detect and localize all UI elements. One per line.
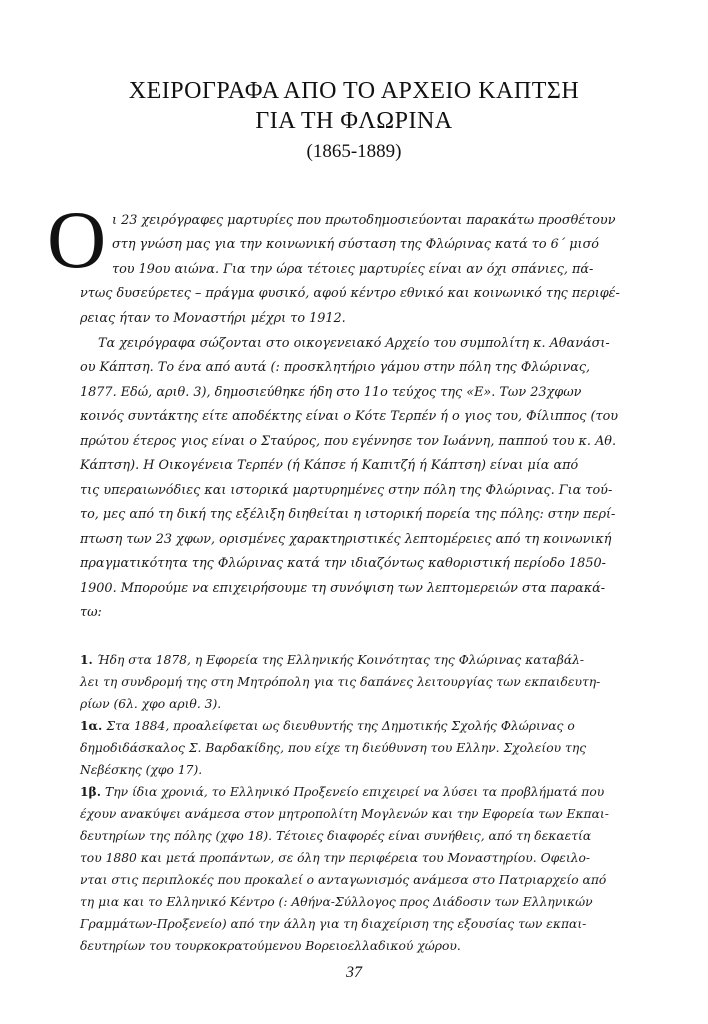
list-item-line: Γραμμάτων-Προξενείο) από την άλλη για τη διαχείριση της εξουσίας των εκπαι- <box>80 917 587 931</box>
list-item-line: τη μια και το Ελληνικό Κέντρο (: Αθήνα-Σύλλογος προς Διάδοσιν των Ελληνικών <box>80 895 593 909</box>
list-item-line: νται στις περιπλοκές που προκαλεί ο ανταγωνισμός ανάμεσα στο Πατριαρχείο από <box>80 873 607 887</box>
body-line: ου Κάπτση. Το ένα από αυτά (: προσκλητήριο γάμου στην πόλη της Φλώρινας, <box>80 360 591 375</box>
page-number: 37 <box>346 964 362 981</box>
list-item-line: 1. Ήδη στα 1878, η Εφορεία της Ελληνικής Κοινότητας της Φλώρινας καταβάλ- <box>80 652 585 667</box>
title-line-2: ΓΙΑ ΤΗ ΦΛΩΡΙΝΑ <box>255 108 453 134</box>
list-item-line: ρίων (6λ. χφο αριθ. 3). <box>80 697 222 711</box>
list-item-line: 1β. Την ίδια χρονιά, το Ελληνικό Προξενείο επιχειρεί να λύσει τα προβλήματά που <box>80 784 605 799</box>
body-line: Τα χειρόγραφα σώζονται στο οικογενειακό Αρχείο του συμπολίτη κ. Αθανάσι- <box>98 336 610 351</box>
body-line: πραγματικότητα της Φλώρινας κατά την ιδιαζόντως καθοριστική περίοδο 1850- <box>80 556 606 571</box>
body-line: το, μες από τη δική της εξέλιξη διηθείται η ιστορική πορεία της πόλης: στην περί- <box>80 507 616 522</box>
list-item-line: δευτηρίων του τουρκοκρατούμενου Βορειοελλαδικού χώρου. <box>80 939 461 953</box>
body-line: πρώτου έτερος γιος είναι ο Σταύρος, που εγέννησε τον Ιωάννη, παππού του κ. Αθ. <box>80 434 617 449</box>
list-item-line: δημοδιδάσκαλος Σ. Βαρδακίδης, που είχε τη διεύθυνση του Ελλην. Σχολείου της <box>80 741 587 755</box>
body-line: τις υπεραιωνόδιες και ιστορικά μαρτυρημένες στην πόλη της Φλώρινας. Για τού- <box>80 483 613 498</box>
item-number: 1. <box>80 652 93 667</box>
intro-line: ντως δυσεύρετες – πράγμα φυσικό, αφού κέντρο εθνικό και κοινωνικό της περιφέ- <box>80 286 620 301</box>
body-line: κοινός συντάκτης είτε αποδέκτης είναι ο Κότε Τερπέν ή ο γιος του, Φίλιππος (του <box>80 409 619 424</box>
title-line-1: ΧΕΙΡΟΓΡΑΦΑ ΑΠΟ ΤΟ ΑΡΧΕΙΟ ΚΑΠΤΣΗ <box>128 78 580 104</box>
list-item-line: δευτηρίων της πόλης (χφο 18). Τέτοιες διαφορές είναι συνήθεις, από τη δεκαετία <box>80 829 592 843</box>
body-line: πτωση των 23 χφων, ορισμένες χαρακτηριστικές λεπτομέρειες από τη κοινωνική <box>80 532 612 547</box>
list-item-line: λει τη συνδρομή της στη Μητρόπολη για τις δαπάνες λειτουργίας των εκπαιδευτη- <box>80 675 601 689</box>
list-item-line: Νεβέσκης (χφο 17). <box>80 763 203 777</box>
intro-line: ι 23 χειρόγραφες μαρτυρίες που πρωτοδημοσιεύονται παρακάτω προσθέτουν <box>112 213 616 228</box>
intro-line: στη γνώση μας για την κοινωνική σύσταση της Φλώρινας κατά το 6΄ μισό <box>112 237 600 252</box>
intro-line: του 19ου αιώνα. Για την ώρα τέτοιες μαρτυρίες είναι αν όχι σπάνιες, πά- <box>112 262 594 277</box>
list-item-line: του 1880 και μετά προπάντων, σε όλη την περιφέρεια του Μοναστηρίου. Οφειλο- <box>80 851 591 865</box>
list-item-line: έχουν ανακύψει ανάμεσα στον μητροπολίτη Μογλενών και την Εφορεία των Εκπαι- <box>80 807 609 821</box>
body-line: Κάπτση). Η Οικογένεια Τερπέν (ή Κάπσε ή Καπιτζή ή Κάπτση) είναι μία από <box>80 458 579 473</box>
drop-cap: Ο <box>47 194 107 285</box>
body-line: τω: <box>80 605 102 620</box>
item-number: 1α. <box>80 718 103 733</box>
item-number: 1β. <box>80 784 102 799</box>
intro-line: ρειας ήταν το Μοναστήρι μέχρι το 1912. <box>80 311 346 326</box>
body-line: 1877. Εδώ, αριθ. 3), δημοσιεύθηκε ήδη στο 11ο τεύχος της «Ε». Των 23χφων <box>80 385 582 400</box>
date-range: (1865-1889) <box>306 141 402 162</box>
body-line: 1900. Μπορούμε να επιχειρήσουμε τη συνόψιση των λεπτομερειών στα παρακά- <box>80 581 606 596</box>
list-item-line: 1α. Στα 1884, προαλείφεται ως διευθυντής της Δημοτικής Σχολής Φλώρινας ο <box>80 718 575 733</box>
